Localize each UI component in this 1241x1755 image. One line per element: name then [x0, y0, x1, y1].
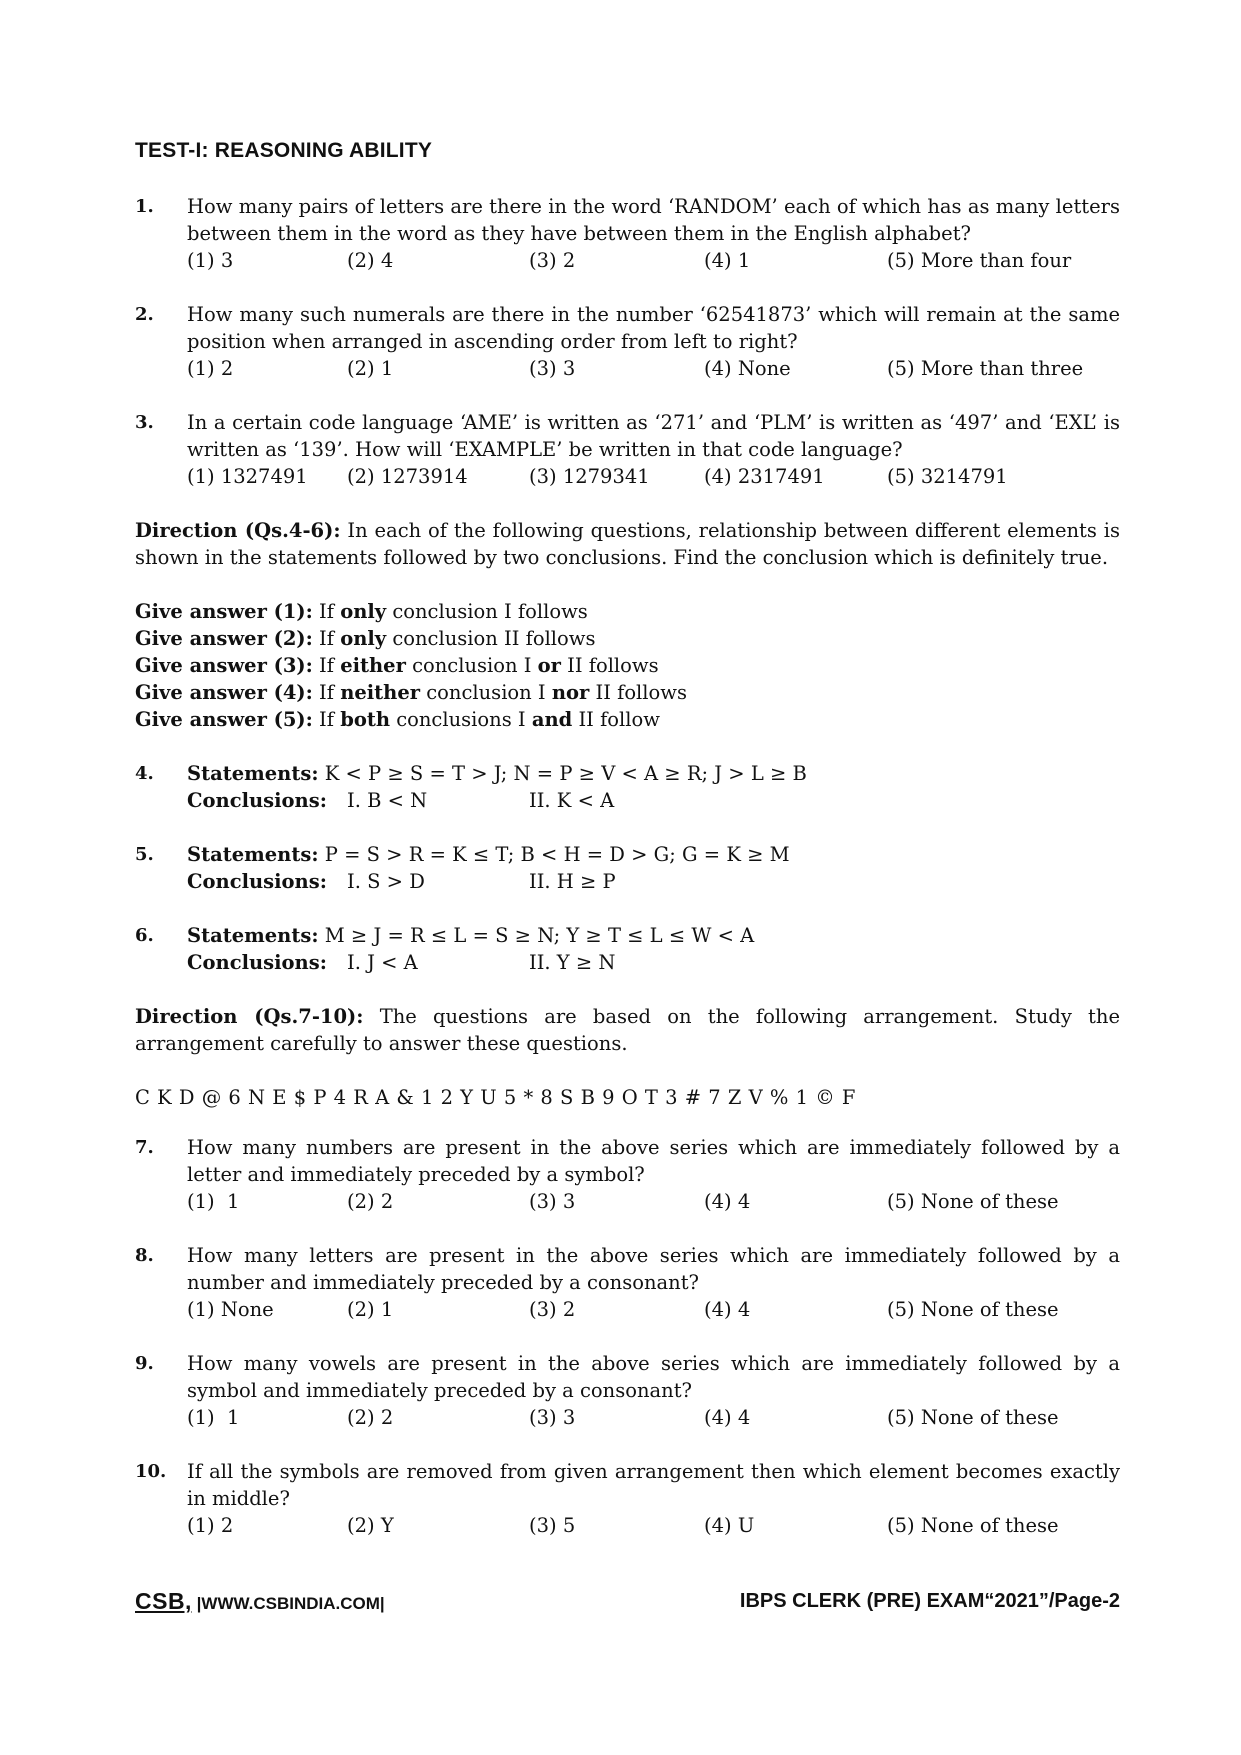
brand-logo: CSB, — [135, 1588, 192, 1614]
option: (4) 4 — [704, 1190, 751, 1213]
conclusion-one: I. S > D — [347, 870, 425, 893]
question-item — [135, 409, 1120, 490]
exam-page — [135, 138, 1120, 1566]
statement-question — [135, 841, 1120, 895]
direction-block — [135, 517, 1120, 571]
answer-key-text: conclusion I follows — [386, 600, 588, 623]
options-row — [187, 247, 1120, 274]
statements-row — [187, 922, 1120, 949]
option: (1) 2 — [187, 357, 234, 380]
question-number: 3. — [135, 412, 154, 433]
option: (2) 1273914 — [347, 465, 468, 488]
option: (3) 3 — [529, 1190, 576, 1213]
statements-text: P = S > R = K ≤ T; B < H = D > G; G = K ≥ M — [318, 843, 790, 866]
answer-key-list — [135, 598, 1120, 733]
option: (3) 2 — [529, 1298, 576, 1321]
question-group-a — [135, 193, 1120, 490]
answer-key-text: If — [312, 654, 341, 677]
option: (1) 3 — [187, 249, 234, 272]
question-number: 1. — [135, 196, 154, 217]
answer-key-text: If — [312, 627, 341, 650]
direction-text: The questions are based on the following arrangement. Study the arrangement carefully to answer these questions. — [135, 1005, 1120, 1055]
option: (2) 2 — [347, 1406, 394, 1429]
option: (2) 2 — [347, 1190, 394, 1213]
option: (2) 1 — [347, 357, 394, 380]
answer-key-text: conclusion II follows — [386, 627, 596, 650]
options-row — [187, 1512, 1120, 1539]
conclusion-two: II. Y ≥ N — [529, 951, 616, 974]
option: (3) 3 — [529, 357, 576, 380]
option: (5) More than four — [887, 249, 1072, 272]
direction-label: Direction (Qs.4-6): — [135, 519, 341, 542]
question-item — [135, 1350, 1120, 1431]
answer-key-text: II follows — [589, 681, 687, 704]
website-link[interactable]: |WWW.CSBINDIA.COM| — [191, 1594, 385, 1613]
question-group-b — [135, 1134, 1120, 1539]
answer-key-text: II follow — [572, 708, 660, 731]
statement-question — [135, 760, 1120, 814]
options-row — [187, 355, 1120, 382]
question-text: If all the symbols are removed from given arrangement then which element becomes exactly in middle? — [187, 1460, 1120, 1510]
answer-key-keyword: either — [340, 654, 406, 677]
statements-label: Statements: — [187, 762, 319, 785]
question-text: How many such numerals are there in the number ‘62541873’ which will remain at the same position when arranged in ascending order from left to right? — [187, 303, 1120, 353]
conclusions-label: Conclusions: — [187, 870, 327, 893]
answer-key-text: conclusion I — [405, 654, 538, 677]
option: (4) 1 — [704, 249, 751, 272]
answer-key-item — [135, 652, 1120, 679]
direction-text: In each of the following questions, relationship between different elements is shown in the statements followed by two conclusions. Find the conclusion which is definitely true. — [135, 519, 1120, 569]
option: (4) U — [704, 1514, 755, 1537]
option: (5) None of these — [887, 1298, 1059, 1321]
question-text: How many pairs of letters are there in the word ‘RANDOM’ each of which has as many letters between them in the word as they have between them in the English alphabet? — [187, 195, 1120, 245]
question-item — [135, 1134, 1120, 1215]
answer-key-text: If — [312, 681, 341, 704]
question-number: 6. — [135, 925, 154, 946]
option: (4) 4 — [704, 1406, 751, 1429]
answer-key-text: II follows — [560, 654, 659, 677]
answer-key-label: Give answer (4): — [135, 681, 313, 704]
direction-block — [135, 1003, 1120, 1057]
answer-key-item — [135, 706, 1120, 733]
answer-key-label: Give answer (5): — [135, 708, 313, 731]
conclusions-label: Conclusions: — [187, 789, 327, 812]
answer-key-item — [135, 625, 1120, 652]
question-number: 8. — [135, 1245, 154, 1266]
option: (5) 3214791 — [887, 465, 1008, 488]
option: (3) 5 — [529, 1514, 576, 1537]
answer-key-text: If — [312, 600, 341, 623]
options-row — [187, 1188, 1120, 1215]
answer-key-keyword: neither — [340, 681, 421, 704]
option: (1) 2 — [187, 1514, 234, 1537]
statements-row — [187, 760, 1120, 787]
answer-key-keyword: only — [340, 627, 387, 650]
statement-question-group — [135, 760, 1120, 976]
answer-key-keyword: only — [340, 600, 387, 623]
answer-key-label: Give answer (3): — [135, 654, 313, 677]
answer-key-keyword: or — [537, 654, 561, 677]
answer-key-keyword: and — [531, 708, 573, 731]
question-number: 4. — [135, 763, 154, 784]
statement-question — [135, 922, 1120, 976]
arrangement-series: C K D @ 6 N E $ P 4 R A & 1 2 Y U 5 * 8 S B 9 O T 3 # 7 Z V % 1 © F — [135, 1086, 856, 1109]
option: (5) More than three — [887, 357, 1084, 380]
option: (1) 1 — [187, 1190, 240, 1213]
option: (3) 2 — [529, 249, 576, 272]
option: (4) 4 — [704, 1298, 751, 1321]
option: (4) 2317491 — [704, 465, 825, 488]
answer-key-label: Give answer (1): — [135, 600, 313, 623]
option: (2) 1 — [347, 1298, 394, 1321]
answer-key-text: conclusions I — [390, 708, 532, 731]
answer-key-text: conclusion I — [420, 681, 552, 704]
option: (2) Y — [347, 1514, 394, 1537]
question-text: How many letters are present in the above series which are immediately followed by a number and immediately preceded by a consonant? — [187, 1244, 1120, 1294]
option: (5) None of these — [887, 1190, 1059, 1213]
conclusion-two: II. K < A — [529, 789, 615, 812]
section-heading: TEST-I: REASONING ABILITY — [135, 139, 433, 162]
statements-label: Statements: — [187, 924, 319, 947]
question-text: How many numbers are present in the above series which are immediately followed by a letter and immediately preceded by a symbol? — [187, 1136, 1120, 1186]
question-text: In a certain code language ‘AME’ is written as ‘271’ and ‘PLM’ is written as ‘497’ and ‘EXL’ is written as ‘139’. How will ‘EXAMPLE’ be written in that code language? — [187, 411, 1120, 461]
conclusions-row — [187, 787, 1120, 814]
option: (2) 4 — [347, 249, 394, 272]
answer-key-label: Give answer (2): — [135, 627, 313, 650]
statements-text: K < P ≥ S = T > J; N = P ≥ V < A ≥ R; J > L ≥ B — [318, 762, 807, 785]
footer-page-info: IBPS CLERK (PRE) EXAM“2021”/Page-2 — [739, 1590, 1120, 1612]
options-row — [187, 1296, 1120, 1323]
option: (3) 1279341 — [529, 465, 650, 488]
option: (1) 1 — [187, 1406, 240, 1429]
answer-key-keyword: both — [340, 708, 391, 731]
option: (5) None of these — [887, 1406, 1059, 1429]
question-text: How many vowels are present in the above series which are immediately followed by a symbol and immediately preceded by a consonant? — [187, 1352, 1120, 1402]
conclusion-two: II. H ≥ P — [529, 870, 616, 893]
answer-key-keyword: nor — [551, 681, 590, 704]
statements-label: Statements: — [187, 843, 319, 866]
answer-key-item — [135, 679, 1120, 706]
page-footer — [135, 1588, 1120, 1618]
conclusions-row — [187, 949, 1120, 976]
statements-text: M ≥ J = R ≤ L = S ≥ N; Y ≥ T ≤ L ≤ W < A — [318, 924, 755, 947]
option: (3) 3 — [529, 1406, 576, 1429]
conclusions-label: Conclusions: — [187, 951, 327, 974]
option: (5) None of these — [887, 1514, 1059, 1537]
question-number: 10. — [135, 1461, 167, 1482]
question-number: 9. — [135, 1353, 154, 1374]
footer-brand — [135, 1588, 385, 1615]
question-number: 7. — [135, 1137, 154, 1158]
answer-key-item — [135, 598, 1120, 625]
options-row — [187, 1404, 1120, 1431]
conclusion-one: I. B < N — [347, 789, 428, 812]
question-number: 2. — [135, 304, 154, 325]
question-item — [135, 1242, 1120, 1323]
conclusion-one: I. J < A — [347, 951, 418, 974]
option: (1) 1327491 — [187, 465, 308, 488]
answer-key-text: If — [312, 708, 341, 731]
question-item — [135, 301, 1120, 382]
statements-row — [187, 841, 1120, 868]
options-row — [187, 463, 1120, 490]
conclusions-row — [187, 868, 1120, 895]
option: (1) None — [187, 1298, 274, 1321]
direction-label: Direction (Qs.7-10): — [135, 1005, 364, 1028]
question-item — [135, 193, 1120, 274]
question-item — [135, 1458, 1120, 1539]
option: (4) None — [704, 357, 791, 380]
question-number: 5. — [135, 844, 154, 865]
